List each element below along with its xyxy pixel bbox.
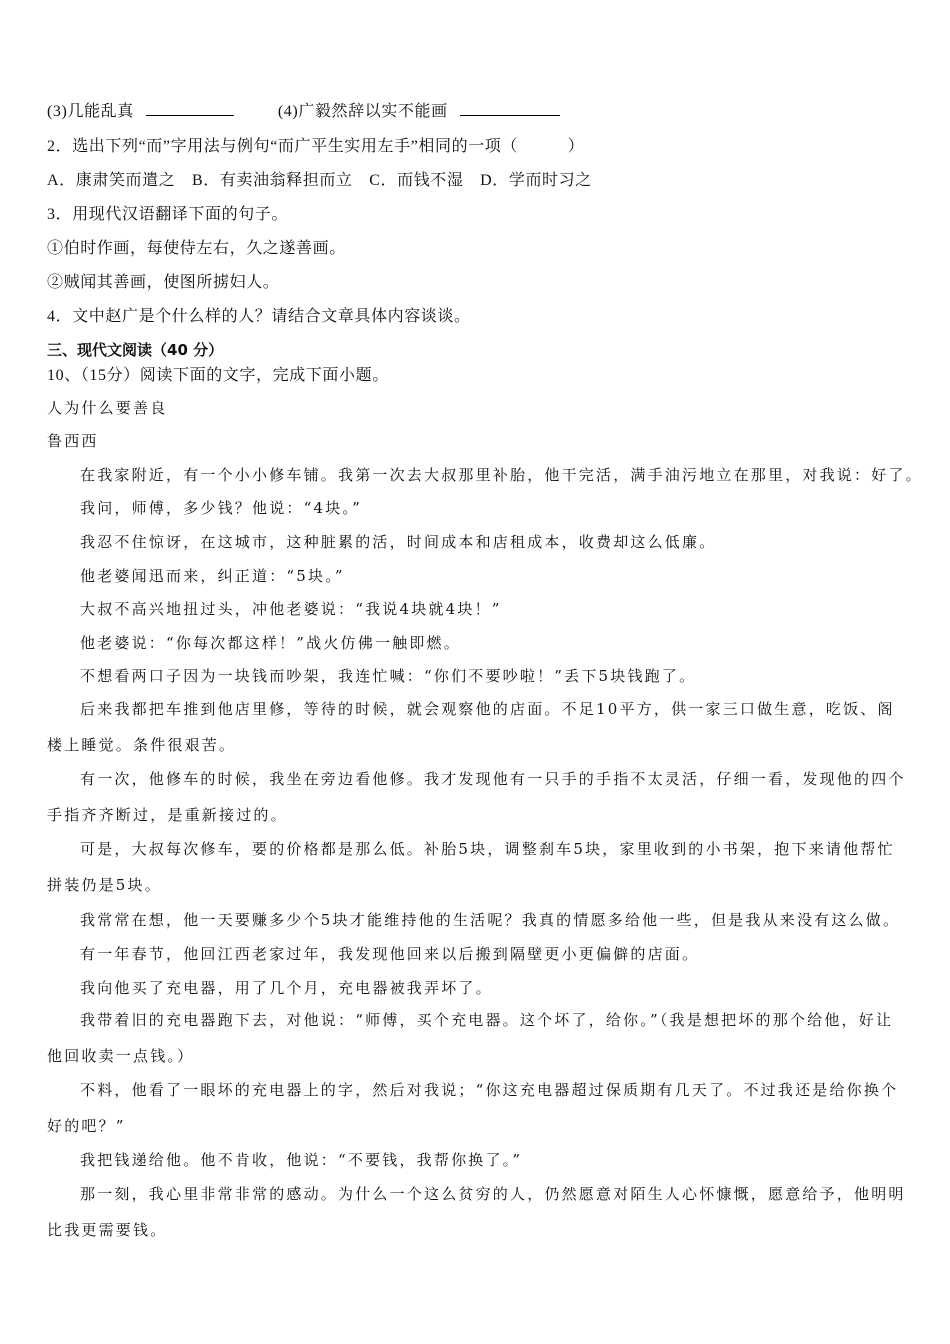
paragraph: 我向他买了充电器，用了几个月，充电器被我弄坏了。 bbox=[80, 979, 493, 997]
question-2: 2．选出下列“而”字用法与例句“而广平生实用左手”相同的一项（ ） bbox=[47, 138, 585, 155]
paragraph: 他老婆说：“你每次都这样！”战火仿佛一触即燃。 bbox=[80, 634, 461, 652]
paragraph: 不想看两口子因为一块钱而吵架，我连忙喊：“你们不要吵啦！”丢下5块钱跑了。 bbox=[80, 667, 697, 685]
paragraph: 我带着旧的充电器跑下去，对他说：“师傅，买个充电器。这个坏了，给你。”（我是想把坏的那个给他，好让他回收卖一点钱。） bbox=[47, 1011, 894, 1065]
paragraph: 有一次，他修车的时候，我坐在旁边看他修。我才发现他有一只手的手指不太灵活，仔细一看，发现他的四个手指齐齐断过，是重新接过的。 bbox=[47, 770, 906, 824]
paragraph: 有一年春节，他回江西老家过年，我发现他回来以后搬到隔壁更小更偏僻的店面。 bbox=[80, 945, 700, 963]
paragraph: 他老婆闻迅而来，纠正道：“5块。” bbox=[80, 567, 345, 585]
question-1-items bbox=[47, 94, 907, 130]
question-3-sentence-2: ②贼闻其善画，使图所掳妇人。 bbox=[47, 274, 280, 291]
paragraph: 我问，师傅，多少钱？他说：“4块。” bbox=[80, 499, 362, 517]
paragraph: 我忍不住惊讶，在这城市，这种脏累的活，时间成本和店租成本，收费却这么低廉。 bbox=[80, 533, 717, 551]
question-4: 4．文中赵广是个什么样的人？请结合文章具体内容谈谈。 bbox=[47, 308, 471, 325]
item-4: (4)广毅然辞以实不能画 bbox=[277, 103, 448, 120]
section-heading: 三、现代文阅读（40 分） bbox=[47, 341, 224, 359]
article-title: 人为什么要善良 bbox=[47, 399, 168, 417]
paragraph: 后来我都把车推到他店里修，等待的时候，就会观察他的店面。不足10平方，供一家三口做生意，吃饭、阁楼上睡觉。条件很艰苦。 bbox=[47, 700, 895, 754]
paragraph: 可是，大叔每次修车，要的价格都是那么低。补胎5块，调整刹车5块，家里收到的小书架，抱下来请他帮忙拼装仍是5块。 bbox=[47, 840, 895, 894]
paragraph: 大叔不高兴地扭过头，冲他老婆说：“我说4块就4块！” bbox=[80, 600, 502, 618]
question-3: 3．用现代汉语翻译下面的句子。 bbox=[47, 206, 289, 223]
paragraph: 我常常在想，他一天要赚多少个5块才能维持他的生活呢？我真的情愿多给他一些，但是我从来没有这么做。 bbox=[80, 911, 901, 929]
paragraph: 不料，他看了一眼坏的充电器上的字，然后对我说；“你这充电器超过保质期有几天了。不过我还是给你换个好的吧？” bbox=[47, 1081, 899, 1135]
paragraph: 那一刻，我心里非常非常的感动。为什么一个这么贫穷的人，仍然愿意对陌生人心怀慷慨，愿意给予，他明明比我更需要钱。 bbox=[47, 1185, 906, 1239]
question-2-options: A．康肃笑而遣之 B．有卖油翁释担而立 C．而钱不湿 D．学而时习之 bbox=[47, 172, 592, 189]
paragraph: 在我家附近，有一个小小修车铺。我第一次去大叔那里补胎，他干完活，满手油污地立在那里，对我说：好了。 bbox=[80, 466, 923, 484]
answer-blank-3[interactable] bbox=[146, 114, 234, 116]
question-3-sentence-1: ①伯时作画，每使侍左右，久之遂善画。 bbox=[47, 240, 346, 257]
item-3: (3)几能乱真 bbox=[47, 103, 134, 120]
question-10: 10、（15分）阅读下面的文字，完成下面小题。 bbox=[47, 367, 389, 384]
paragraph: 我把钱递给他。他不肯收，他说：“不要钱，我帮你换了。” bbox=[80, 1151, 523, 1169]
article-author: 鲁西西 bbox=[47, 432, 99, 450]
answer-blank-4[interactable] bbox=[460, 114, 560, 116]
